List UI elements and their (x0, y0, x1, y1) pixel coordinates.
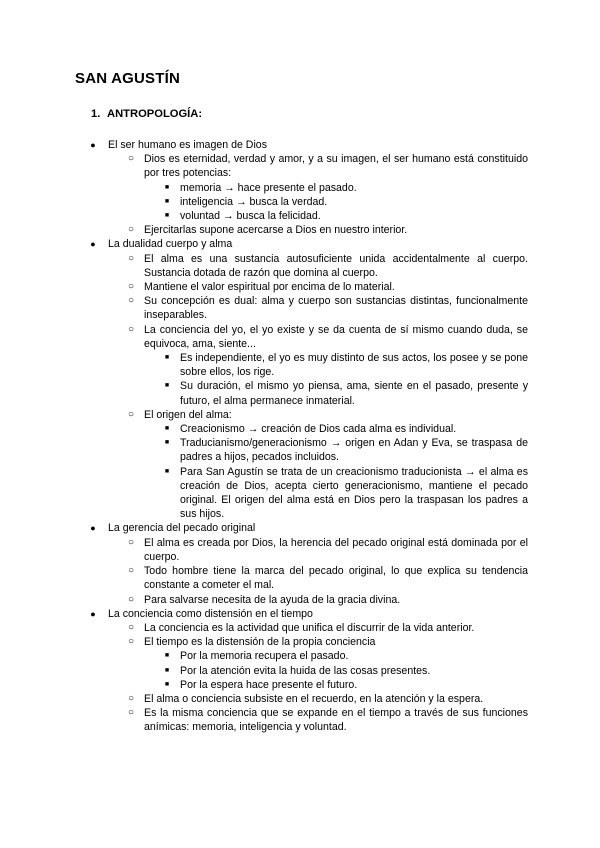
item-text: El ser humano es imagen de Dios (108, 139, 267, 151)
point-item (127, 706, 528, 734)
document-title: SAN AGUSTÍN (75, 70, 180, 87)
item-text: voluntad → busca la felicidad. (180, 210, 321, 223)
topic-item (90, 237, 528, 251)
subpoint-item (164, 181, 528, 195)
point-item (127, 408, 528, 422)
topic-item (90, 521, 528, 535)
bullet-marker: ● (90, 523, 96, 534)
point-item (127, 252, 528, 280)
bullet-marker: ■ (164, 666, 170, 674)
point-item (127, 635, 528, 649)
bullet-marker: ■ (164, 197, 170, 205)
point-item (127, 223, 528, 237)
subpoint-item (164, 209, 528, 223)
bullet-marker: ■ (164, 354, 170, 362)
bullet-marker: ○ (127, 636, 135, 648)
item-text: memoria → hace presente el pasado. (180, 181, 357, 194)
section-heading (91, 108, 202, 120)
bullet-marker: ● (90, 608, 96, 619)
bullet-marker: ○ (127, 408, 135, 420)
section-title: ANTROPOLOGÍA: (107, 108, 203, 120)
topic-item (90, 607, 528, 621)
subpoint-item (164, 678, 528, 692)
item-text: El tiempo es la distensión de la propia conciencia (144, 636, 376, 649)
item-text: El origen del alma: (144, 408, 232, 421)
item-text: Todo hombre tiene la marca del pecado original, lo que explica su tendencia constante a cometer el mal. (144, 565, 528, 592)
item-text: La gerencia del pecado original (108, 522, 256, 535)
point-item (127, 621, 528, 635)
bullet-marker: ○ (127, 621, 135, 633)
subpoint-item (164, 351, 528, 379)
section-number: 1. (91, 108, 101, 120)
item-text: La conciencia del yo, el yo existe y se da cuenta de sí mismo cuando duda, se equivoca, ama, siente... (144, 323, 528, 350)
bullet-marker: ■ (164, 467, 170, 475)
item-text: El alma es creada por Dios, la herencia del pecado original está dominada por el cuerpo. (144, 536, 528, 563)
point-item (127, 294, 528, 322)
bullet-marker: ■ (164, 183, 170, 191)
subpoint-item (164, 465, 528, 522)
item-text: La conciencia como distensión en el tiempo (108, 607, 313, 620)
item-text: Ejercitarlas supone acercarse a Dios en nuestro interior. (144, 224, 408, 237)
item-text: Para San Agustín se trata de un creacionismo traducionista → el alma es creación de Dios, acepta cierto generacionismo, mantiene el pecado original. El origen del alma está en Dios pero la traspasan los padres a sus hijos. (180, 465, 528, 521)
point-item (127, 280, 528, 294)
bullet-marker: ○ (127, 692, 135, 704)
item-text: Por la espera hace presente el futuro. (180, 678, 358, 691)
bullet-marker: ○ (127, 323, 135, 335)
topic-item (90, 138, 528, 152)
item-text: Por la atención evita la huida de las cosas presentes. (180, 664, 431, 677)
item-text: Dios es eternidad, verdad y amor, y a su imagen, el ser humano está constituido por tres potencias: (144, 153, 528, 180)
bullet-marker: ■ (164, 382, 170, 390)
item-text: Traducianismo/generacionismo → origen en Adan y Eva, se traspasa de padres a hijos, pecados incluidos. (180, 437, 528, 464)
bullet-marker: ○ (127, 153, 135, 165)
bullet-marker: ■ (164, 652, 170, 660)
point-item (127, 536, 528, 564)
point-item (127, 593, 528, 607)
point-item (127, 323, 528, 351)
bullet-marker: ● (90, 140, 96, 150)
point-item (127, 692, 528, 706)
bullet-marker: ○ (127, 252, 135, 264)
subpoint-item (164, 649, 528, 663)
bullet-marker: ■ (164, 212, 170, 220)
subpoint-item (164, 195, 528, 209)
bullet-marker: ■ (164, 425, 170, 433)
bullet-marker: ■ (164, 439, 170, 447)
bullet-marker: ○ (127, 565, 135, 577)
bullet-marker: ● (90, 239, 96, 250)
item-text: Para salvarse necesita de la ayuda de la gracia divina. (144, 593, 401, 606)
outline-list (0, 138, 600, 735)
bullet-marker: ○ (127, 224, 135, 236)
item-text: Su concepción es dual: alma y cuerpo son sustancias distintas, funcionalmente inseparables. (144, 295, 528, 322)
bullet-marker: ○ (127, 593, 135, 605)
bullet-marker: ■ (164, 680, 170, 688)
bullet-marker: ○ (127, 295, 135, 307)
point-item (127, 152, 528, 180)
subpoint-item (164, 436, 528, 464)
item-text: Por la memoria recupera el pasado. (180, 650, 349, 663)
item-text: La conciencia es la actividad que unifica el discurrir de la vida anterior. (144, 621, 475, 634)
bullet-marker: ○ (127, 536, 135, 548)
point-item (127, 564, 528, 592)
item-text: La dualidad cuerpo y alma (108, 238, 233, 251)
bullet-marker: ○ (127, 281, 135, 293)
item-text: inteligencia → busca la verdad. (180, 195, 328, 208)
bullet-marker: ○ (127, 707, 135, 719)
item-text: Creacionismo → creación de Dios cada alma es individual. (180, 423, 457, 436)
subpoint-item (164, 664, 528, 678)
item-text: El alma o conciencia subsiste en el recuerdo, en la atención y la espera. (144, 692, 484, 705)
subpoint-item (164, 379, 528, 407)
item-text: Es independiente, el yo es muy distinto de sus actos, los posee y se pone sobre ellos, los rige. (180, 352, 528, 379)
item-text: El alma es una sustancia autosuficiente unida accidentalmente al cuerpo. Sustancia dotada de razón que domina al cuerpo. (144, 252, 528, 279)
item-text: Su duración, el mismo yo piensa, ama, siente en el pasado, presente y futuro, el alma permanece inmaterial. (180, 380, 528, 407)
subpoint-item (164, 422, 528, 436)
item-text: Es la misma conciencia que se expande en el tiempo a través de sus funciones anímicas: memoria, inteligencia y voluntad. (144, 707, 528, 734)
item-text: Mantiene el valor espiritual por encima de lo material. (144, 281, 395, 294)
